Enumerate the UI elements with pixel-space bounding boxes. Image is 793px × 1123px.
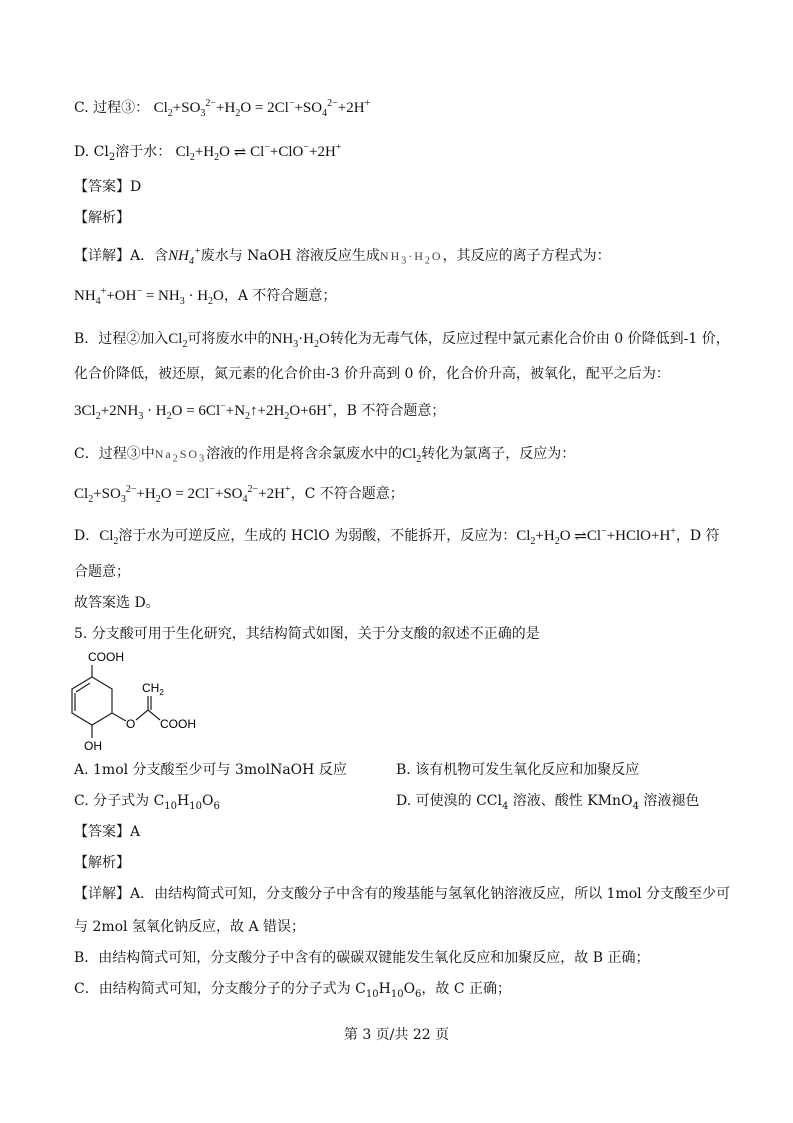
t: C．由结构简式可知，分支酸分子的分子式为 C — [74, 981, 366, 997]
t: O — [213, 288, 224, 304]
oh-label: OH — [84, 739, 102, 753]
t: 2 — [113, 536, 119, 547]
f: +H — [216, 100, 236, 116]
detail-5c — [74, 979, 511, 999]
t: ·H — [298, 331, 314, 347]
t: + — [284, 484, 291, 495]
t: 2 — [424, 255, 432, 267]
equation-c — [74, 484, 404, 504]
t: 3 — [199, 453, 207, 465]
t: +H — [136, 486, 156, 502]
f: − — [303, 142, 309, 153]
detail-b-line-2: 化合价降低，被还原，氮元素的化合价由-3 价升高到 0 价，化合价升高，被氧化，配平之后为： — [74, 366, 670, 382]
f: 2 — [214, 152, 220, 163]
t: 可将废水中的 — [187, 331, 272, 347]
option-c-formula — [153, 98, 371, 119]
t: 4 — [632, 800, 639, 812]
t: O = 6Cl — [171, 403, 221, 419]
t: SO — [179, 447, 200, 461]
option-d — [396, 791, 699, 811]
t: +SO — [93, 486, 121, 502]
f: +ClO — [269, 144, 304, 160]
t: ，D 符 — [675, 528, 720, 544]
eq-c-formula — [74, 484, 291, 505]
t: C. 分子式为 C — [74, 793, 165, 809]
t: 2 — [166, 411, 172, 422]
t: 6 — [415, 988, 422, 1000]
t: · H — [184, 288, 209, 304]
f: O — [219, 144, 230, 160]
t: ，C 不符合题意； — [290, 486, 404, 502]
cl2-formula — [168, 331, 188, 350]
t: 4 — [501, 800, 509, 812]
detail-c-line — [74, 444, 575, 464]
t: 废水与 NaOH 溶液反应生成 — [200, 248, 380, 264]
t: +2H — [258, 486, 285, 502]
o-label: O — [126, 717, 136, 731]
conclusion: 故答案选 D。 — [74, 595, 160, 611]
t: O — [403, 981, 416, 997]
t: Cl — [99, 528, 114, 544]
f: − — [288, 98, 295, 109]
ch2-sub: 2 — [159, 688, 164, 697]
t: 2− — [247, 484, 259, 495]
t: + — [326, 401, 333, 412]
t: 2 — [172, 453, 180, 465]
cl2-formula-d — [99, 528, 119, 547]
option-d-line — [74, 142, 341, 162]
t: ，B 不符合题意； — [332, 403, 446, 419]
bond — [148, 710, 160, 720]
t: D. 可使溴的 CCl — [396, 793, 502, 809]
f: + — [364, 98, 371, 109]
t: ，A 不符合题意； — [223, 288, 337, 304]
eq-d-formula — [516, 526, 676, 547]
t: − — [209, 484, 215, 495]
t: 溶液褪色 — [638, 793, 700, 809]
t: H — [177, 793, 190, 809]
t: O — [201, 793, 214, 809]
t: 4 — [188, 256, 194, 267]
f: O = 2Cl — [240, 100, 289, 116]
t: Cl — [516, 528, 531, 544]
equilibrium-arrow-icon: ⇌ — [233, 145, 247, 161]
t: + — [100, 286, 107, 297]
t: ·H — [408, 249, 425, 263]
t: 2 — [88, 494, 94, 505]
t: NH — [74, 288, 96, 304]
t: 3 — [138, 411, 144, 422]
nh3h2o-formula-b — [271, 331, 330, 350]
ring — [72, 677, 112, 725]
t: 【详解】A．含 — [74, 248, 169, 264]
t: · H — [143, 403, 167, 419]
f: 3 — [200, 108, 206, 119]
t: O — [559, 528, 575, 544]
nh4-formula — [168, 246, 201, 267]
t: 2 — [554, 536, 560, 547]
t: O — [431, 249, 443, 263]
t: 10 — [189, 800, 202, 812]
answer-tag-2: 【答案】A — [74, 824, 141, 840]
question-5: 5. 分支酸可用于生化研究，其结构简式如图，关于分支酸的叙述不正确的是 — [74, 626, 540, 642]
option-c-label: C. 过程③： — [74, 100, 150, 116]
detail-d-line — [74, 526, 720, 546]
t: 2 — [182, 339, 188, 350]
t: 2− — [125, 484, 137, 495]
t: ，故 C 正确； — [421, 981, 512, 997]
f: Cl — [175, 144, 190, 160]
t: NH — [379, 249, 402, 263]
f: +2H — [309, 144, 336, 160]
t: B．过程②加入 — [74, 331, 169, 347]
t: D． — [74, 528, 100, 544]
bond — [136, 710, 148, 720]
f: +SO — [294, 100, 323, 116]
equilibrium-arrow-icon: ⇌ — [574, 529, 587, 545]
t: − — [136, 286, 143, 297]
detail-5a-1: 【详解】A．由结构简式可知，分支酸分子中含有的羧基能与氢氧化钠溶液反应，所以 1mol 分支酸至少可 — [74, 886, 731, 902]
t: 2 — [313, 339, 319, 350]
t: 3Cl — [74, 403, 96, 419]
t: Cl — [74, 486, 89, 502]
analysis-tag-1: 【解析】 — [74, 210, 130, 226]
t: 溶液的作用是将含余氯废水中的 — [206, 446, 403, 462]
ch2-label — [142, 681, 164, 697]
f: 2 — [189, 152, 195, 163]
cooh-right-label: COOH — [160, 717, 196, 731]
f: +H — [194, 144, 215, 160]
f: − — [264, 142, 270, 153]
t: 2 — [530, 536, 536, 547]
cooh-top-label: COOH — [88, 650, 124, 664]
t: +OH — [106, 288, 137, 304]
t: H — [378, 981, 391, 997]
t: 10 — [365, 988, 379, 1000]
t: 2 — [155, 494, 161, 505]
detail-b-line-1 — [74, 329, 730, 349]
f: +2H — [337, 100, 365, 116]
answer-tag-1: 【答案】D — [74, 179, 142, 195]
t: 溶液、酸性 KMnO — [508, 793, 633, 809]
t: NH — [271, 331, 294, 347]
f: 2 — [167, 108, 173, 119]
nh3h2o-formula — [379, 249, 443, 267]
t: O+6H — [289, 403, 327, 419]
t: 3 — [179, 296, 185, 307]
t: − — [601, 526, 607, 537]
f: 4 — [322, 108, 328, 119]
f: 2− — [205, 98, 217, 109]
t: 2 — [284, 411, 290, 422]
t: ，其反应的离子方程式为： — [442, 248, 611, 264]
t: 转化为氯离子，反应为： — [421, 446, 576, 462]
t: C．过程③中 — [74, 446, 155, 462]
option-a: A. 1mol 分支酸至少可与 3molNaOH 反应 — [74, 762, 347, 778]
t: NH — [168, 248, 189, 264]
f: +SO — [172, 100, 201, 116]
f: Cl — [246, 144, 265, 160]
ch2: CH — [142, 681, 160, 695]
t: Cl — [402, 446, 417, 462]
equation-b — [74, 401, 445, 421]
chorismic-acid-structure — [60, 648, 220, 758]
t: 10 — [164, 800, 178, 812]
eq-a-formula — [74, 286, 224, 307]
t: +H — [535, 528, 555, 544]
f: 2 — [235, 108, 241, 119]
t: = NH — [142, 288, 180, 304]
option-b: B. 该有机物可发生氧化反应和加聚反应 — [396, 762, 640, 778]
t: +HClO+H — [606, 528, 671, 544]
t: 6 — [213, 800, 220, 812]
t: 溶于水为可逆反应，生成的 HClO 为弱酸，不能拆开，反应为： — [118, 528, 517, 544]
t: 2 — [208, 296, 214, 307]
t: 4 — [242, 494, 248, 505]
t: − — [220, 401, 226, 412]
f: Cl — [153, 100, 168, 116]
f: 2− — [327, 98, 338, 109]
t: +N — [225, 403, 246, 419]
option-d-label: D. Cl — [74, 144, 109, 160]
t: +SO — [214, 486, 243, 502]
double-bond — [76, 683, 90, 692]
equation-a — [74, 286, 336, 306]
t: 3 — [401, 255, 409, 267]
cl2-formula-c — [402, 446, 422, 465]
t: 2 — [416, 454, 422, 465]
page-footer: 第 3 页/共 22 页 — [343, 1027, 450, 1043]
t: 2 — [95, 411, 101, 422]
t: Na — [154, 447, 173, 461]
f: + — [335, 142, 342, 153]
t: 3 — [120, 494, 126, 505]
t: O — [318, 331, 330, 347]
t: 4 — [95, 296, 101, 307]
detail-5a-2: 与 2mol 氢氧化钠反应，故 A 错误； — [74, 919, 305, 935]
detail-d-line-2: 合题意； — [74, 564, 130, 580]
analysis-tag-2: 【解析】 — [74, 855, 130, 871]
eq-b-formula — [74, 401, 333, 422]
t: Cl — [586, 528, 602, 544]
t: + — [670, 526, 676, 537]
t: O = 2Cl — [160, 486, 210, 502]
option-d-label-2: 溶于水： — [115, 144, 172, 160]
detail-5b: B．由结构简式可知，分支酸分子中含有的碳碳双键能发生氧化反应和加聚反应，故 B 正确； — [74, 950, 650, 966]
t: 2 — [245, 411, 251, 422]
option-d-formula — [175, 142, 342, 163]
t: 3 — [293, 339, 299, 350]
t: 转化为无毒气体，反应过程中氯元素化合价由 0 价降低到-1 价， — [329, 331, 730, 347]
t: Cl — [168, 331, 183, 347]
detail-a-line — [74, 246, 611, 266]
t: + — [193, 246, 201, 257]
option-c — [74, 791, 220, 811]
t: +2NH — [100, 403, 139, 419]
sub: 2 — [108, 151, 116, 163]
t: 10 — [390, 988, 404, 1000]
t: ↑+2H — [250, 403, 285, 419]
na2so3-formula — [154, 447, 207, 465]
bond — [112, 713, 126, 721]
option-c-line — [74, 98, 370, 118]
